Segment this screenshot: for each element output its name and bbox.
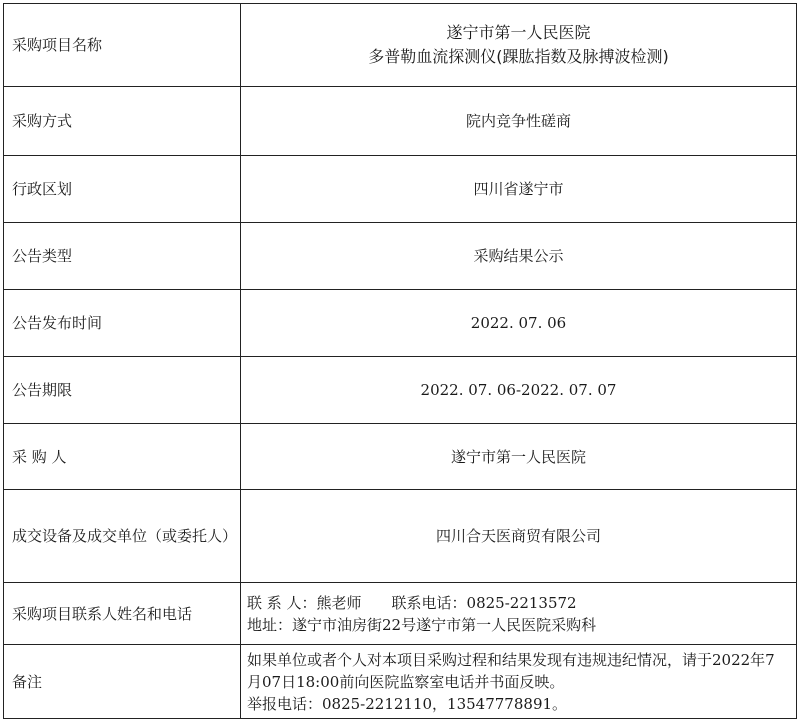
procurement-method-label: 采购方式 <box>4 87 241 156</box>
purchaser-value: 遂宁市第一人民医院 <box>241 424 797 490</box>
table-row <box>4 357 797 424</box>
contact-person: 联 系 人：熊老师 <box>247 593 362 612</box>
winner-value: 四川合天医商贸有限公司 <box>241 490 797 583</box>
notice-type-label: 公告类型 <box>4 223 241 290</box>
table-row <box>4 4 797 87</box>
region-value: 四川省遂宁市 <box>241 156 797 223</box>
project-equipment-name: 多普勒血流探测仪(踝肱指数及脉搏波检测) <box>368 47 669 66</box>
project-name-value <box>241 4 797 87</box>
contact-address: 地址：遂宁市油房街22号遂宁市第一人民医院采购科 <box>247 615 597 634</box>
table-row <box>4 424 797 490</box>
table-row <box>4 645 797 719</box>
publish-time-value: 2022. 07. 06 <box>241 290 797 357</box>
publish-time-label: 公告发布时间 <box>4 290 241 357</box>
remark-label: 备注 <box>4 645 241 719</box>
contact-phone: 联系电话：0825-2213572 <box>391 593 577 612</box>
region-label: 行政区划 <box>4 156 241 223</box>
purchaser-label: 采 购 人 <box>4 424 241 490</box>
contact-line <box>247 592 788 614</box>
procurement-notice-table <box>3 3 797 719</box>
contact-label: 采购项目联系人姓名和电话 <box>4 583 241 645</box>
remark-text: 如果单位或者个人对本项目采购过程和结果发现有违规违纪情况，请于2022年7月07日18:00前向医院监察室电话并书面反映。 <box>247 650 775 691</box>
report-phone: 举报电话：0825-2212110，13547778891。 <box>247 694 568 713</box>
table-row <box>4 583 797 645</box>
notice-type-value: 采购结果公示 <box>241 223 797 290</box>
table-row <box>4 223 797 290</box>
notice-period-label: 公告期限 <box>4 357 241 424</box>
project-name-label: 采购项目名称 <box>4 4 241 87</box>
table-row <box>4 290 797 357</box>
remark-value <box>241 645 797 719</box>
table-row <box>4 490 797 583</box>
table-row <box>4 156 797 223</box>
procurement-method-value: 院内竞争性磋商 <box>241 87 797 156</box>
notice-period-value: 2022. 07. 06-2022. 07. 07 <box>241 357 797 424</box>
project-hospital-name: 遂宁市第一人民医院 <box>446 23 591 42</box>
contact-value <box>241 583 797 645</box>
table-row <box>4 87 797 156</box>
winner-label: 成交设备及成交单位（或委托人） <box>4 490 241 583</box>
